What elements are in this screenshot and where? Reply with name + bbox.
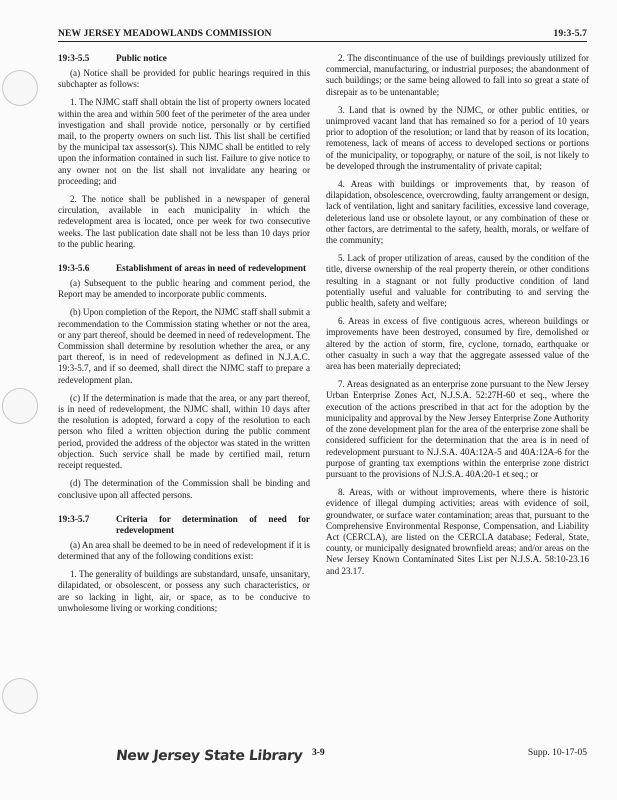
paragraph: (a) An area shall be deemed to be in need of redevelopment if it is determined that any of the following conditions exist:	[58, 539, 310, 561]
paragraph: (d) The determination of the Commission shall be binding and conclusive upon all affected persons.	[58, 478, 310, 500]
section-number: 19:3-5.6	[58, 263, 90, 274]
section-number: 19:3-5.5	[58, 53, 90, 63]
punch-hole-icon	[2, 388, 38, 424]
running-header	[58, 28, 587, 42]
paragraph: 5. Lack of proper utilization of areas, caused by the condition of the title, diverse ownership of the real property therein, or other conditions resulting in a stagnant or not fully productive condition of land potentially useful and valuable for contributing to and serving the public health, safety and welfare;	[326, 253, 589, 309]
paragraph: (a) Subsequent to the public hearing and comment period, the Report may be amended to incorporate public comments.	[58, 278, 310, 300]
paragraph: (b) Upon completion of the Report, the NJMC staff shall submit a recommendation to the Commission stating whether or not the area, or any part thereof, should be deemed in need of redevelopment. The Commission shall determine by resolution whether the area, or any part thereof, is in need of redevelopment as defined in N.J.A.C. 19:3-5.7, and if so deemed, shall direct the NJMC staff to prepare a redevelopment plan.	[58, 307, 310, 385]
paragraph: 1. The NJMC staff shall obtain the list of property owners located within the area and within 500 feet of the perimeter of the area under investigation and shall provide notice, personally or by certified mail, to the property owners on such list. This list shall be certified by the municipal tax assessor(s). This NJMC shall be entitled to rely upon the information contained in such list. Failure to give notice to any owner not on the list shall not invalidate any hearing or proceeding; and	[58, 97, 310, 186]
paragraph: (c) If the determination is made that the area, or any part thereof, is in need of redevelopment, the NJMC shall, within 10 days after the resolution is adopted, forward a copy of the resolution to each person who filed a written objection during the public comment period, provided the address of the objector was stated in the written objection. Such service shall be made by certified mail, return receipt requested.	[58, 392, 310, 471]
paragraph: 1. The generality of buildings are substandard, unsafe, unsanitary, dilapidated, or obsolescent, or possess any such characteristics, or are so lacking in light, air, or space, as to be conducive to unwholesome living or working conditions;	[58, 569, 310, 613]
paragraph: 6. Areas in excess of five contiguous acres, whereon buildings or improvements have been destroyed, consumed by fire, demolished or altered by the action of storm, fire, cyclone, tornado, earthquake or other casualty in such a way that the aggregate assessed value of the area has been materially depreciated;	[326, 316, 589, 372]
section-title: Criteria for determination of need for redevelopment	[116, 513, 310, 535]
page-footer	[58, 748, 587, 768]
section-heading	[58, 263, 310, 274]
header-title: NEW JERSEY MEADOWLANDS COMMISSION	[58, 28, 272, 39]
library-stamp-logo: New Jersey State Library	[115, 748, 304, 764]
punch-hole-icon	[2, 70, 38, 106]
paragraph: 2. The notice shall be published in a newspaper of general circulation, available in each municipality in which the redevelopment area is located, once per week for two consecutive weeks. The last publication date shall not be less than 10 days prior to the public hearing.	[58, 194, 310, 249]
paragraph: 8. Areas, with or without improvements, where there is historic evidence of illegal dumping activities; areas with evidence of soil, groundwater, or surface water contamination; areas that, pursuant to the Comprehensive Environmental Response, Compensation, and Liability Act (CERCLA), are listed on the CERCLA database; Federal, State, county, or municipally designated brownfield areas; and/or areas on the New Jersey Known Contaminated Sites List per N.J.S.A. 58:10-23.16 and 23.17.	[326, 487, 589, 576]
section-title: Establishment of areas in need of redevelopment	[116, 263, 307, 274]
punch-hole-icon	[2, 678, 38, 714]
paragraph: 3. Land that is owned by the NJMC, or other public entities, or unimproved vacant land that has remained so for a period of 10 years prior to adoption of the resolution; or land that by reason of its location, remoteness, lack of means of access to developed sections or portions of the municipality, or topography, or nature of the soil, is not likely to be developed through the instrumentality of private capital;	[326, 104, 589, 171]
section-heading	[58, 514, 310, 536]
left-column	[58, 53, 310, 621]
section-number: 19:3-5.7	[58, 513, 90, 524]
right-column	[326, 53, 589, 584]
supplement-date: Supp. 10-17-05	[527, 748, 587, 758]
section-heading	[58, 53, 310, 64]
paragraph: 4. Areas with buildings or improvements that, by reason of dilapidation, obsolescence, overcrowding, faulty arrangement or design, lack of ventilation, light and sanitary facilities, excessive land coverage, deleterious land use or obsolete layout, or any combination of these or other factors, are detrimental to the safety, health, morals, or welfare of the community;	[326, 179, 589, 246]
paragraph: 2. The discontinuance of the use of buildings previously utilized for commercial, manufacturing, or industrial purposes; the abandonment of such buildings; or the same being allowed to fall into so great a state of disrepair as to be untenantable;	[326, 53, 589, 97]
paragraph: (a) Notice shall be provided for public hearings required in this subchapter as follows:	[58, 68, 310, 90]
page-number: 3-9	[312, 748, 325, 758]
paragraph: 7. Areas designated as an enterprise zone pursuant to the New Jersey Urban Enterprise Zones Act, N.J.S.A. 52:27H-60 et seq., where the execution of the actions prescribed in that act for the adoption by the municipality and approval by the New Jersey Enterprise Zone Authority of the zone development plan for the area of the enterprise zone shall be considered sufficient for the determination that the area is in need of redevelopment pursuant to N.J.S.A. 40A:12A-5 and 40A:12A-6 for the purpose of granting tax exemptions within the enterprise zone district pursuant to the provisions of N.J.S.A. 40A:20-1 et seq.; or	[326, 379, 589, 479]
section-title: Public notice	[116, 53, 167, 63]
header-section: 19:3-5.7	[553, 28, 587, 39]
